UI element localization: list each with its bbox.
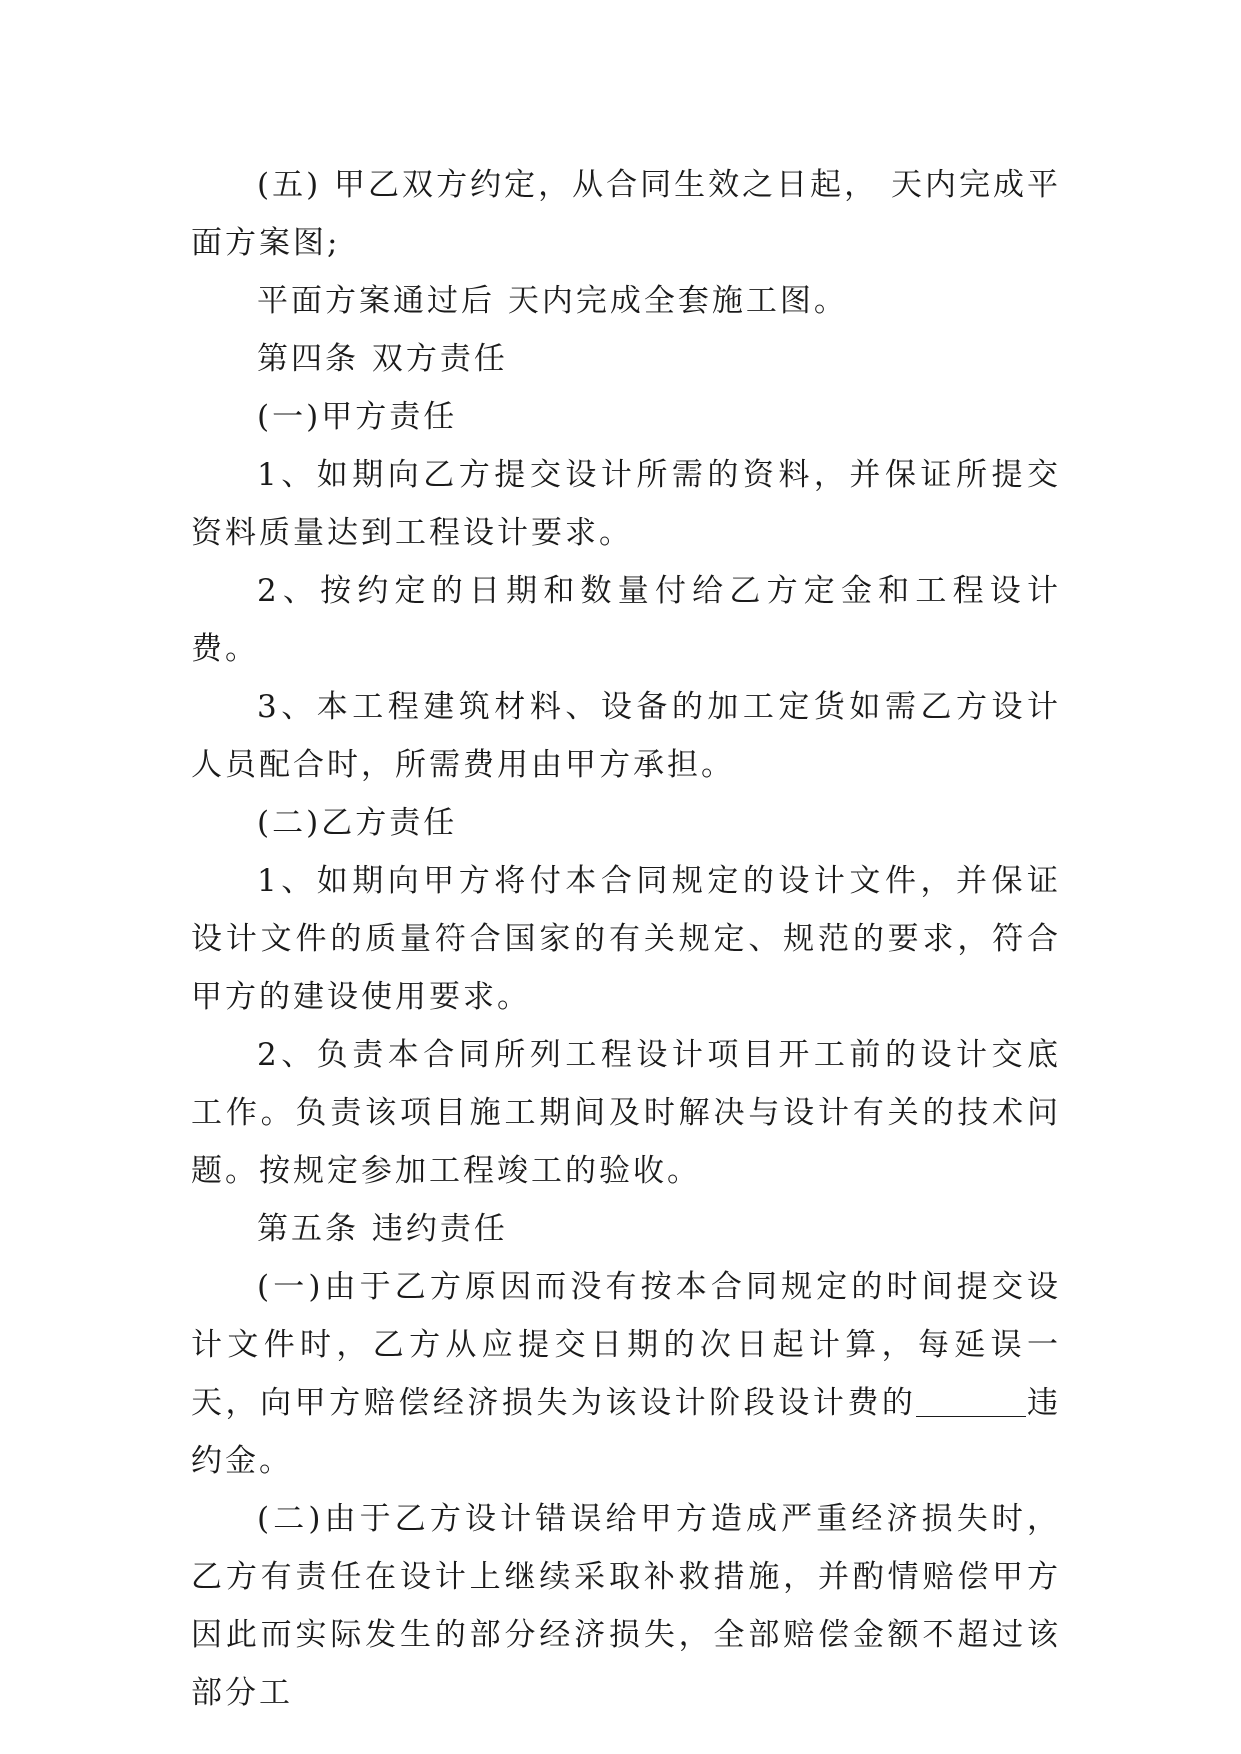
party-b-heading: (二)乙方责任: [257, 805, 458, 841]
paragraph-design-schedule: (五) 甲乙双方约定，从合同生效之日起， 天内完成平面方案图;: [191, 167, 1061, 261]
party-a-heading: (一)甲方责任: [257, 399, 458, 435]
party-b-item-2: 2、负责本合同所列工程设计项目开工前的设计交底工作。负责该项目施工期间及时解决与设计有关的技术问题。按规定参加工程竣工的验收。: [191, 1037, 1061, 1189]
breach-item-1-text: (一)由于乙方原因而没有按本合同规定的时间提交设计文件时，乙方从应提交日期的次日起计算，每延误一天，向甲方赔偿经济损失为该设计阶段设计费的: [191, 1269, 1061, 1421]
fill-in-blank: [916, 1385, 1026, 1417]
party-b-item-1: 1、如期向甲方将付本合同规定的设计文件，并保证设计文件的质量符合国家的有关规定、规范的要求，符合甲方的建设使用要求。: [191, 863, 1061, 1015]
document-page: [191, 156, 1061, 1722]
party-a-item-2: 2、按约定的日期和数量付给乙方定金和工程设计费。: [191, 573, 1061, 667]
breach-item-1: [191, 1258, 1061, 1490]
article-5-heading: 第五条 违约责任: [257, 1211, 508, 1247]
paragraph-construction-drawings: 平面方案通过后 天内完成全套施工图。: [257, 283, 848, 319]
party-a-item-1: 1、如期向乙方提交设计所需的资料，并保证所提交资料质量达到工程设计要求。: [191, 457, 1061, 551]
breach-item-2: (二)由于乙方设计错误给甲方造成严重经济损失时，乙方有责任在设计上继续采取补救措施，并酌情赔偿甲方因此而实际发生的部分经济损失，全部赔偿金额不超过该部分工: [191, 1501, 1061, 1711]
article-4-heading: 第四条 双方责任: [257, 341, 508, 377]
breach-item-1-tail: 违约金。: [191, 1385, 1061, 1479]
party-a-item-3: 3、本工程建筑材料、设备的加工定货如需乙方设计人员配合时，所需费用由甲方承担。: [191, 689, 1061, 783]
